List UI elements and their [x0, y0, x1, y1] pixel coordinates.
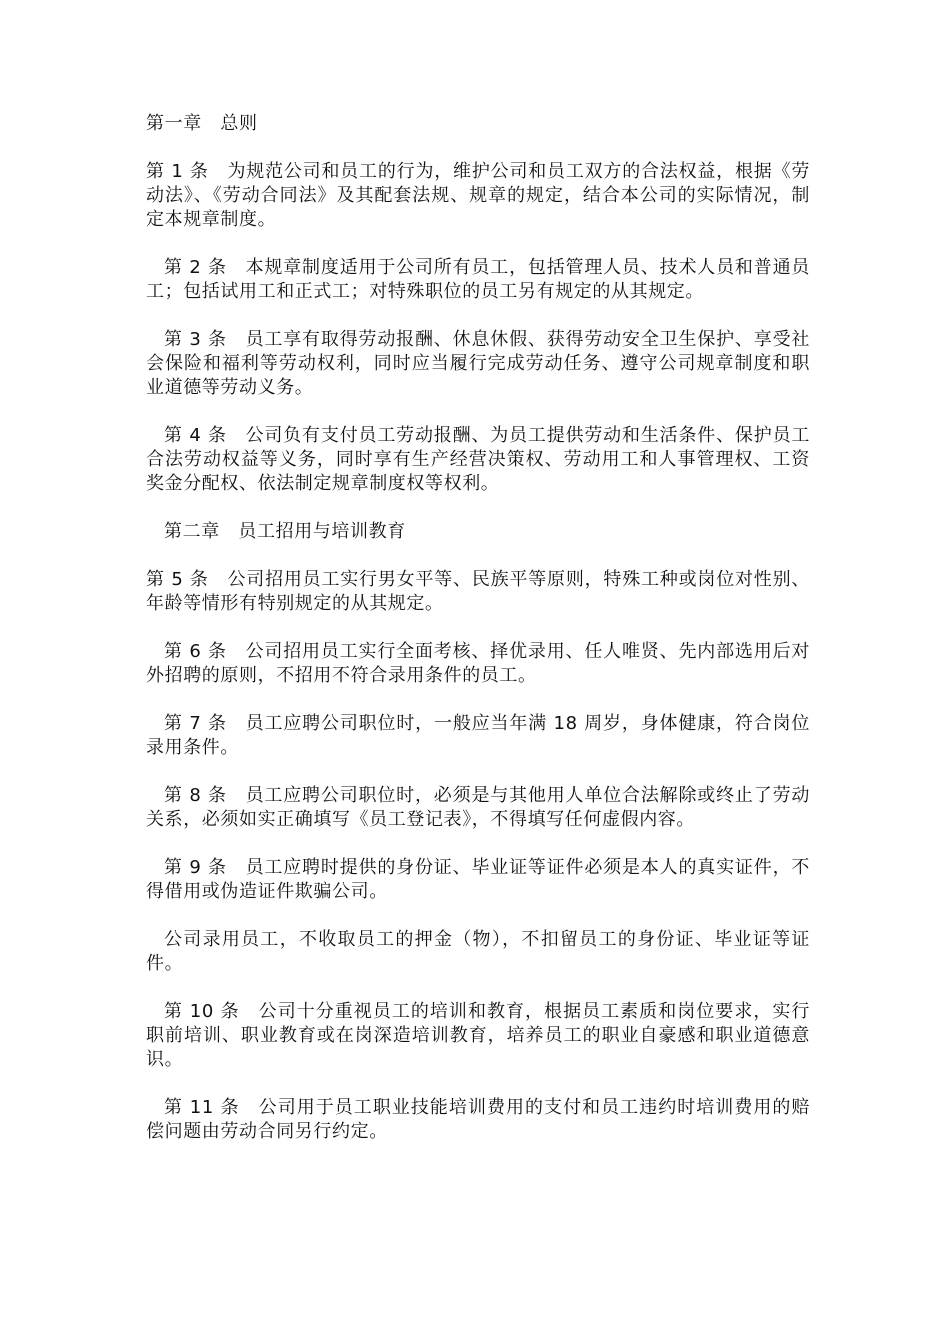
article-7: 第 7 条 员工应聘公司职位时，一般应当年满 18 周岁，身体健康，符合岗位录用条件。 — [146, 713, 810, 758]
article-6: 第 6 条 公司招用员工实行全面考核、择优录用、任人唯贤、先内部选用后对外招聘的原则，不招用不符合录用条件的员工。 — [146, 641, 810, 686]
article-5: 第 5 条 公司招用员工实行男女平等、民族平等原则，特殊工种或岗位对性别、年龄等情形有特别规定的从其规定。 — [146, 569, 810, 614]
article-11: 第 11 条 公司用于员工职业技能培训费用的支付和员工违约时培训费用的赔偿问题由劳动合同另行约定。 — [146, 1097, 810, 1142]
article-8: 第 8 条 员工应聘公司职位时，必须是与其他用人单位合法解除或终止了劳动关系，必须如实正确填写《员工登记表》，不得填写任何虚假内容。 — [146, 785, 810, 830]
article-4: 第 4 条 公司负有支付员工劳动报酬、为员工提供劳动和生活条件、保护员工合法劳动权益等义务，同时享有生产经营决策权、劳动用工和人事管理权、工资奖金分配权、依法制定规章制度权等权利。 — [146, 425, 810, 494]
chapter-2-heading: 第二章 员工招用与培训教育 — [164, 521, 406, 542]
article-9-supplement: 公司录用员工，不收取员工的押金（物），不扣留员工的身份证、毕业证等证件。 — [146, 929, 810, 974]
article-1: 第 1 条 为规范公司和员工的行为，维护公司和员工双方的合法权益，根据《劳动法》、《劳动合同法》及其配套法规、规章的规定，结合本公司的实际情况，制定本规章制度。 — [146, 161, 810, 230]
article-9: 第 9 条 员工应聘时提供的身份证、毕业证等证件必须是本人的真实证件，不得借用或伪造证件欺骗公司。 — [146, 857, 810, 902]
article-3: 第 3 条 员工享有取得劳动报酬、休息休假、获得劳动安全卫生保护、享受社会保险和福利等劳动权利，同时应当履行完成劳动任务、遵守公司规章制度和职业道德等劳动义务。 — [146, 329, 810, 398]
chapter-1-heading: 第一章 总则 — [146, 113, 258, 134]
document-body — [146, 112, 810, 1168]
article-2: 第 2 条 本规章制度适用于公司所有员工，包括管理人员、技术人员和普通员工；包括试用工和正式工；对特殊职位的员工另有规定的从其规定。 — [146, 257, 810, 302]
article-10: 第 10 条 公司十分重视员工的培训和教育，根据员工素质和岗位要求，实行职前培训、职业教育或在岗深造培训教育，培养员工的职业自豪感和职业道德意识。 — [146, 1001, 810, 1070]
